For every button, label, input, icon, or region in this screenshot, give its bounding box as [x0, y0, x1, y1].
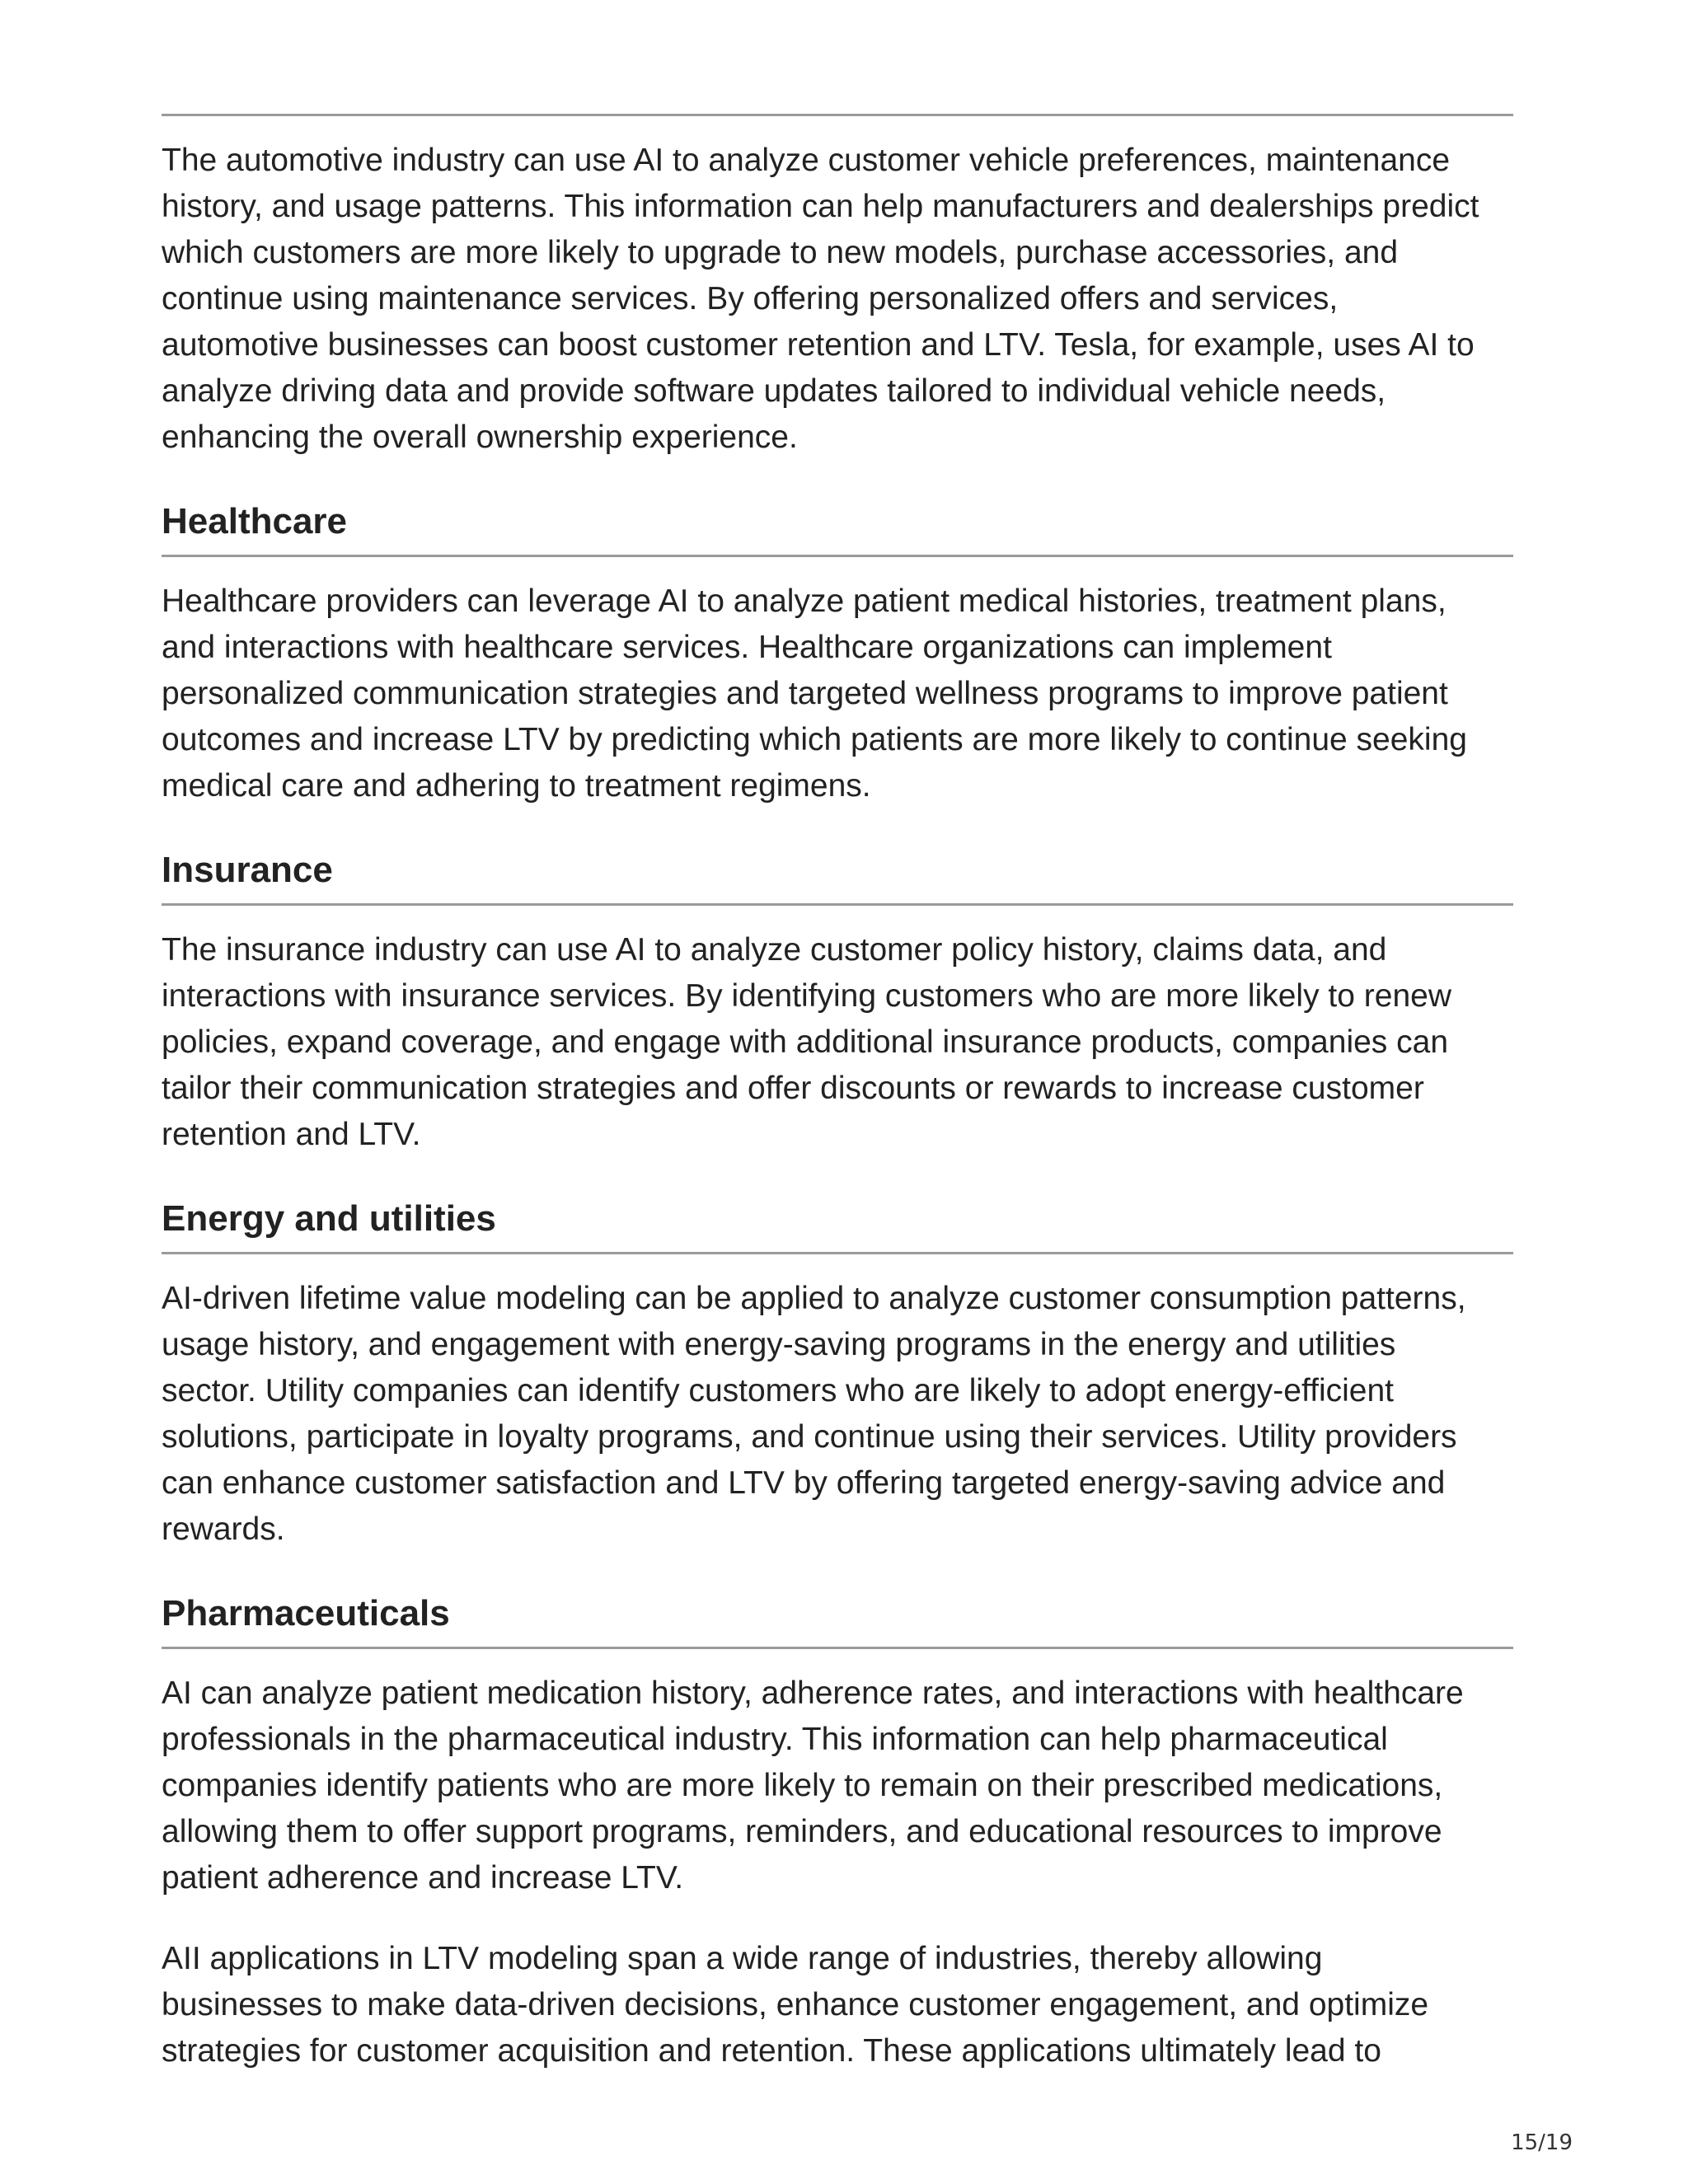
energy-utilities-paragraph: AI-driven lifetime value modeling can be applied to analyze customer consumption patterns, usage history, and engagement with energy-saving programs in the energy and utilities sector. Utility companies can identify customers who are likely to adopt energy-efficient solutions, participate in loyalty programs, and continue using their services. Utility providers can enhance customer satisfaction and LTV by offering targeted energy-saving advice and rewards.: [162, 1281, 1466, 1547]
pharmaceuticals-heading: Pharmaceuticals: [162, 1593, 450, 1633]
closing-paragraph: AII applications in LTV modeling span a wide range of industries, thereby allowing businesses to make data-driven decisions, enhance customer engagement, and optimize strategies for customer acquisition and retention. These applications ultimately lead to: [162, 1941, 1429, 2069]
page-number: 15/19: [1511, 2130, 1573, 2155]
insurance-heading: Insurance: [162, 850, 333, 890]
healthcare-heading: Healthcare: [162, 501, 348, 541]
insurance-paragraph: The insurance industry can use AI to analyze customer policy history, claims data, and interactions with insurance services. By identifying customers who are more likely to renew policies, expand coverage, and engage with additional insurance products, companies can tailor their communication strategies and offer discounts or rewards to increase customer retention and LTV.: [162, 932, 1451, 1152]
energy-utilities-heading: Energy and utilities: [162, 1198, 496, 1239]
healthcare-paragraph: Healthcare providers can leverage AI to analyze patient medical histories, treatment plans, and interactions with healthcare services. Healthcare organizations can implement personalized communication strategies and targeted wellness programs to improve patient outcomes and increase LTV by predicting which patients are more likely to continue seeking medical care and adhering to treatment regimens.: [162, 583, 1467, 804]
pharmaceuticals-paragraph: AI can analyze patient medication history, adherence rates, and interactions with healthcare professionals in the pharmaceutical industry. This information can help pharmaceutical companies identify patients who are more likely to remain on their prescribed medications, allowing them to offer support programs, reminders, and educational resources to improve patient adherence and increase LTV.: [162, 1675, 1464, 1896]
document-content: [162, 114, 1513, 2074]
automotive-paragraph: The automotive industry can use AI to analyze customer vehicle preferences, maintenance history, and usage patterns. This information can help manufacturers and dealerships predict which customers are more likely to upgrade to new models, purchase accessories, and continue using maintenance services. By offering personalized offers and services, automotive businesses can boost customer retention and LTV. Tesla, for example, uses AI to analyze driving data and provide software updates tailored to individual vehicle needs, enhancing the overall ownership experience.: [162, 143, 1479, 455]
